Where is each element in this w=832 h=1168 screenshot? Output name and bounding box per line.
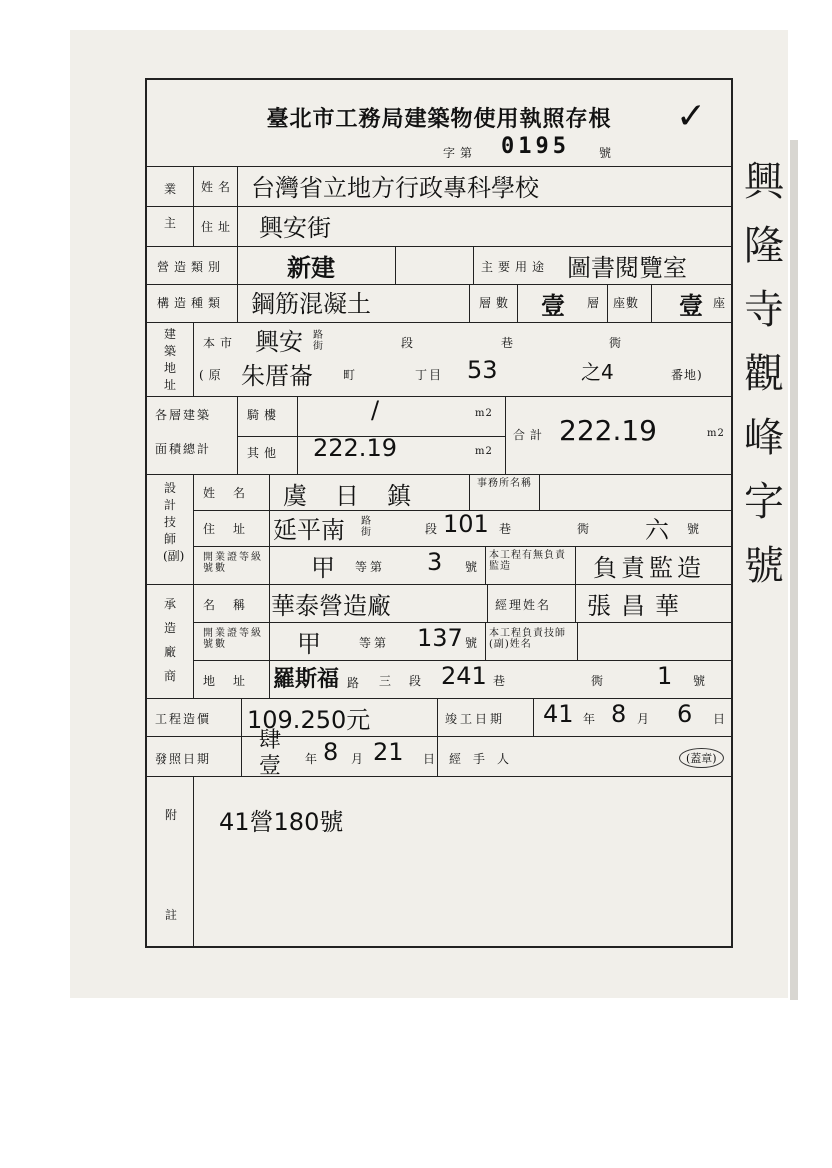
buildings-unit: 座 [713,296,731,310]
issue-month-unit: 月 [351,752,369,766]
site-lane-unit: 巷 [501,336,519,350]
site-lot-unit: 番地) [671,368,703,382]
rule [147,206,731,207]
number-prefix: 字第 [443,146,478,160]
engineer-label: 本工程負責技師(副)姓名 [489,628,566,650]
designer-section-unit: 段 [425,522,443,536]
rule [147,322,731,323]
structure-label: 構造種類 [157,296,226,310]
buildings-label: 座數 [613,296,640,310]
rule [193,660,731,661]
designer-lane-unit: 巷 [499,522,517,536]
contractor-lane-unit: 巷 [493,674,511,688]
contractor-no-unit: 號 [693,674,711,688]
rule [237,166,238,246]
rule [147,166,731,167]
designer-license-unit: 號 [465,560,483,574]
site-road-value: 興安 [255,328,303,356]
contractor-no-value: 1 [657,662,673,690]
issue-year-unit: 年 [305,752,323,766]
main-use-label: 主要用途 [481,260,550,274]
total-value: 222.19 [559,414,657,447]
construction-type-label: 營造類別 [157,260,226,274]
designer-name-label: 姓名 [203,486,264,500]
rule [473,246,474,284]
rule [241,698,242,736]
rule [193,776,194,946]
other-unit: m2 [475,446,493,457]
contractor-license-no: 137 [417,624,463,652]
completion-label: 竣工日期 [445,712,506,726]
rule [147,396,731,397]
adjacent-page-margin-note: 興隆寺觀峰字號 [744,159,784,589]
site-section-unit: 段 [401,336,419,350]
contractor-lane-value: 241 [441,662,487,690]
rule [577,622,578,660]
structure-value: 鋼筋混凝土 [251,290,371,318]
rule [193,474,194,698]
contractor-name-value: 華泰營造廠 [271,592,391,620]
supervise-label: 本工程有無負責監造 [489,550,566,572]
designer-grade-value: 甲 [311,554,335,582]
rule [147,698,731,699]
completion-month-unit: 月 [637,712,655,726]
site-group-label: 建築地址 [163,327,176,392]
handler-label: 經手人 [449,752,522,766]
office-label: 事務所名稱 [477,478,532,489]
cost-value: 109.250元 [247,706,371,734]
arcade-value: / [371,396,380,424]
designer-no-value: 六 [645,516,669,544]
area-label-line1: 各層建築 [155,408,212,422]
floors-value: 壹 [541,292,565,320]
rule [147,474,731,475]
rule [147,584,731,585]
contractor-section-value: 三 [379,674,402,688]
owner-name-label: 姓名 [201,180,236,194]
rule [193,322,194,396]
rule [575,546,576,584]
designer-license-label: 開業證等級號數 [203,552,263,574]
designer-alley-unit: 衖 [577,522,595,536]
designer-address-value: 延平南 [273,516,345,544]
rule [193,166,194,246]
rule [517,284,518,322]
total-unit: m2 [707,428,725,439]
remarks-value: 41營180號 [219,808,344,836]
completion-year: 41 [543,700,574,728]
designer-license-no: 3 [427,548,443,576]
designer-name-value: 虞日鎮 [283,482,439,510]
owner-name-value: 台灣省立地方行政專科學校 [251,174,539,202]
issue-label: 發照日期 [155,752,212,766]
designer-no-unit: 號 [687,522,705,536]
contractor-grade-value: 甲 [297,630,321,658]
manager-value: 張昌華 [587,592,689,620]
rule [607,284,608,322]
completion-month: 8 [611,700,627,728]
completion-day: 6 [677,700,693,728]
rule [241,736,242,776]
owner-address-value: 興安街 [259,214,331,242]
floors-unit: 層 [587,296,605,310]
rule [269,474,270,698]
supervise-value: 負責監造 [593,554,705,582]
site-road-unit: 路街 [313,330,324,352]
issue-year-value: 肆壹 [259,728,282,779]
rule [193,546,731,547]
cost-label: 工程造價 [155,712,212,726]
designer-grade-unit: 等第 [355,560,386,574]
other-value: 222.19 [313,434,397,462]
site-town-unit: 町 [343,368,361,382]
rule [485,546,486,584]
buildings-value: 壹 [679,292,703,320]
rule [147,776,731,777]
rule [147,736,731,737]
rule [651,284,652,322]
rule [147,284,731,285]
manager-label: 經理姓名 [495,598,552,612]
rule [533,698,534,736]
site-alley-unit: 衖 [609,336,627,350]
contractor-road-unit: 路 [347,676,365,690]
other-label: 其他 [247,446,282,460]
seal-placeholder: (蓋章) [679,748,724,768]
arcade-label: 騎樓 [247,408,282,422]
license-stub-form [145,78,733,948]
check-mark-icon: ✓ [676,96,707,137]
rule [147,246,731,247]
site-lot-value: 53 [467,356,498,384]
contractor-license-label: 開業證等級號數 [203,628,263,650]
completion-day-unit: 日 [713,712,731,726]
issue-day-unit: 日 [423,752,441,766]
main-use-value: 圖書閱覽室 [567,254,687,282]
contractor-alley-unit: 衖 [591,674,609,688]
remarks-label-bottom: 註 [165,908,183,922]
site-chome-unit: 丁目 [415,368,444,382]
designer-address-label: 住址 [203,522,264,536]
rule [505,396,506,474]
site-orig-label: (原 [199,368,226,382]
site-town-value: 朱厝崙 [241,362,313,390]
form-title: 臺北市工務局建築物使用執照存根 [266,106,612,132]
contractor-address-label: 地址 [203,674,264,688]
rule [487,584,488,622]
rule [193,622,731,623]
contractor-group-label: 承造廠商 [163,597,176,683]
designer-lane-value: 101 [443,510,489,538]
rule [297,396,298,474]
area-label-line2: 面積總計 [155,442,212,456]
owner-group-label: 業主 [163,182,176,230]
contractor-section-unit: 段 [409,674,427,688]
rule [485,622,486,660]
floors-label: 層數 [479,296,514,310]
remarks-label-top: 附 [165,808,183,822]
completion-year-unit: 年 [583,712,601,726]
issue-month: 8 [323,738,339,766]
arcade-unit: m2 [475,408,493,419]
site-sub-value: 之4 [581,360,614,384]
owner-address-label: 住址 [201,220,236,234]
rule [437,698,438,736]
number-suffix: 號 [599,146,617,160]
rule [237,396,238,474]
designer-road-unit: 路街 [361,516,372,538]
stub-number: 0195 [501,134,570,159]
rule [575,584,576,622]
rule [469,474,470,510]
contractor-name-label: 名稱 [203,598,264,612]
issue-day: 21 [373,738,404,766]
construction-type-value: 新建 [287,254,335,282]
designer-group-label: 設計技師(副) [163,481,185,563]
rule [395,246,396,284]
rule [469,284,470,322]
contractor-grade-unit: 等第 [359,636,390,650]
total-label: 合計 [513,428,548,442]
rule [539,474,540,510]
site-city-label: 本市 [203,336,238,350]
contractor-address-value: 羅斯福 [273,667,340,692]
contractor-license-unit: 號 [465,636,483,650]
rule [237,246,238,322]
